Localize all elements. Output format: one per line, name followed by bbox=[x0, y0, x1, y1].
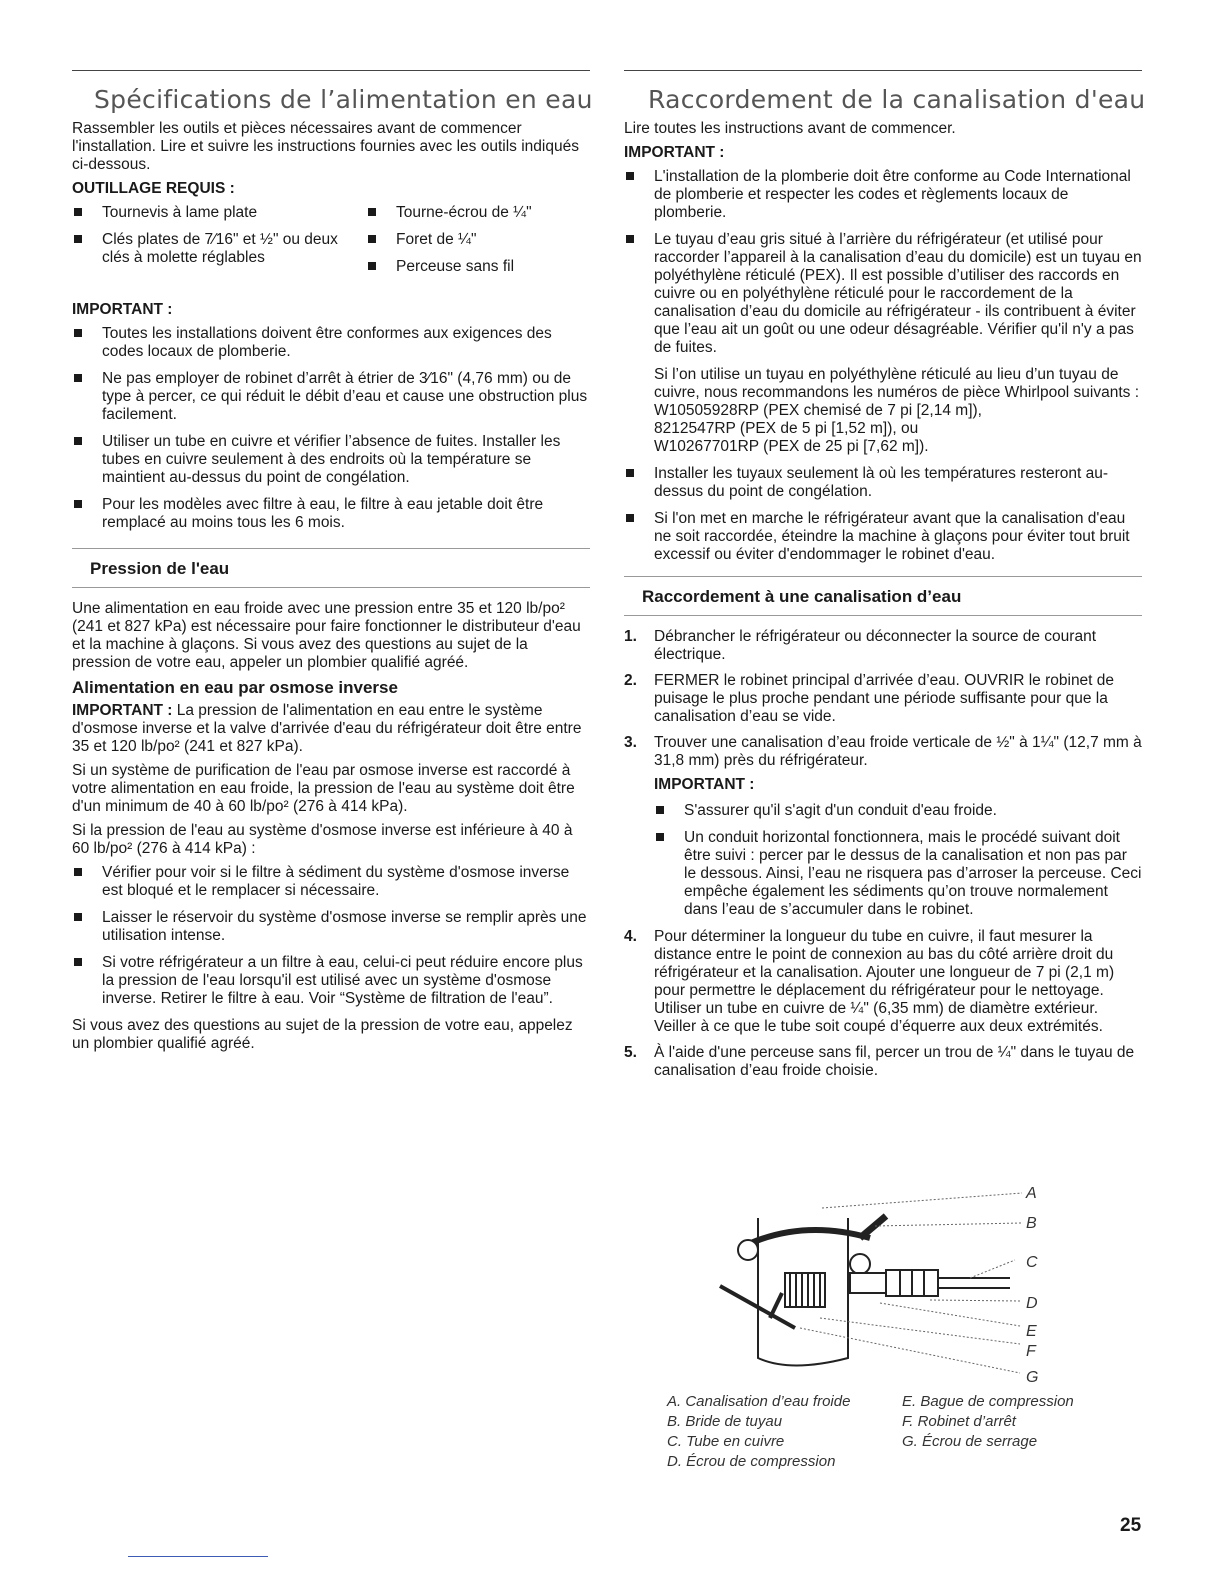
bullet-icon bbox=[626, 172, 634, 180]
list-item: Pour les modèles avec filtre à eau, le filtre à eau jetable doit être remplacé au moins tous les 6 mois. bbox=[72, 496, 590, 532]
bullet-icon bbox=[626, 469, 634, 477]
bullet-icon bbox=[74, 500, 82, 508]
step3-important-list bbox=[654, 802, 1142, 919]
tools-col-1 bbox=[72, 204, 366, 285]
list-item: Tourne-écrou de ¼" bbox=[366, 204, 532, 222]
list-item: S'assurer qu'il s'agit d'un conduit d'eau froide. bbox=[654, 802, 1142, 820]
diagram-label-a: A bbox=[1026, 1185, 1037, 1202]
diagram-label-c: C bbox=[1026, 1254, 1038, 1271]
footer-link-line bbox=[128, 1556, 268, 1557]
right-column bbox=[624, 70, 1146, 1088]
important-list bbox=[624, 168, 1142, 564]
pressure-heading-box bbox=[72, 548, 590, 588]
bullet-icon bbox=[74, 868, 82, 876]
diagram-label-g: G bbox=[1026, 1369, 1039, 1386]
bullet-icon bbox=[74, 208, 82, 216]
list-item: Si votre réfrigérateur a un filtre à eau, celui-ci peut réduire encore plus la pression de l'eau lorsqu'il est utilisé avec un système d'osmose inverse. Retirer le filtre à eau. Voir “Système de filtration de l'eau”. bbox=[72, 954, 590, 1008]
list-item: Clés plates de 7⁄16" et ½" ou deux clés à molette réglables bbox=[72, 231, 366, 267]
pressure-text: Une alimentation en eau froide avec une pression entre 35 et 120 lb/po² (241 et 827 kPa) est nécessaire pour faire fonctionner le distributeur d'eau et la machine à glaçons. Si vous avez des questions au sujet de la pression de votre eau, appeler un plombier qualifié agréé. bbox=[72, 600, 581, 671]
step-item: 2. FERMER le robinet principal d’arrivée d’eau. OUVRIR le robinet de puisage le plus proche pendant une période suffisante pour que la canalisation d’eau se vide. bbox=[624, 672, 1115, 725]
tools-col-2 bbox=[366, 204, 532, 285]
steps-list bbox=[624, 628, 1142, 1080]
ro-paragraph-2: Si un système de purification de l'eau par osmose inverse est raccordé à votre alimentation en eau froide, la pression de l'eau au système doit être d'un minimum de 40 à 60 lb/po² (276 à 414 kPa). bbox=[72, 762, 575, 815]
tools-list bbox=[72, 204, 590, 291]
diagram-caption-col-2: E. Bague de compression F. Robinet d’arrêt G. Écrou de serrage bbox=[902, 1393, 1074, 1450]
intro-text: Rassembler les outils et pièces nécessaires avant de commencer l'installation. Lire et suivre les instructions fournies avec les outils indiqués ci-dessous. bbox=[72, 120, 579, 173]
left-column bbox=[72, 70, 593, 1059]
shutoff-valve-diagram bbox=[700, 1178, 1060, 1388]
list-item: Toutes les installations doivent être conformes aux exigences des codes locaux de plomberie. bbox=[72, 325, 590, 361]
bullet-icon bbox=[74, 437, 82, 445]
diagram-label-b: B bbox=[1026, 1215, 1037, 1232]
bullet-icon bbox=[74, 329, 82, 337]
step-item: 4. Pour déterminer la longueur du tube en cuivre, il faut mesurer la distance entre le point de connexion au bas du côté arrière droit du réfrigérateur et la canalisation. Ajouter une longueur de 7 pi (2,1 m) pour permettre le déplacement du réfrigérateur pour le nettoyage. Utiliser un tube en cuivre de ¼" (6,35 mm) de diamètre extérieur. Veiller à ce que le tube soit coupé d’équerre aux deux extrémités. bbox=[624, 928, 1115, 1035]
bullet-icon bbox=[74, 913, 82, 921]
page-number: 25 bbox=[1120, 1515, 1142, 1536]
step3-important-label: IMPORTANT : bbox=[654, 776, 755, 793]
list-item: L'installation de la plomberie doit être conforme au Code International de plomberie et respecter les codes et règlements locaux de plomberie. bbox=[624, 168, 1142, 222]
diagram-caption-col-1: A. Canalisation d’eau froide B. Bride de tuyau C. Tube en cuivre D. Écrou de compression bbox=[667, 1393, 851, 1470]
bullet-icon bbox=[368, 262, 376, 270]
bullet-icon bbox=[74, 374, 82, 382]
list-item: Le tuyau d’eau gris situé à l’arrière du réfrigérateur (et utilisé pour raccorder l’appareil à la canalisation d’eau du domicile) est un tuyau en polyéthylène réticulé (PEX). Il est possible d’utiliser des raccords en cuivre ou en polyéthylène réticulé pour le raccordement de la canalisation d’eau du domicile au réfrigérateur - ils contribuent à éviter que l’eau ait un goût ou une odeur désagréable. Vérifier qu'il n'y a pas de fuites. Si l’on utilise un tuyau en polyéthylène réticulé au lieu d’un tuyau de cuivre, nous recommandons les numéros de pièce Whirlpool suivants : W10505928RP (PEX chemisé de 7 pi [2,14 m]), 8212547RP (PEX de 5 pi [1,52 m]), ou W10267701RP (PEX de 25 pi [7,62 m]). bbox=[624, 231, 1142, 456]
bullet-icon bbox=[74, 958, 82, 966]
important-label: IMPORTANT : bbox=[624, 144, 725, 161]
section-title-water-line: Raccordement de la canalisation d'eau bbox=[648, 85, 1146, 114]
tools-label: OUTILLAGE REQUIS : bbox=[72, 180, 235, 197]
list-item: Si l'on met en marche le réfrigérateur avant que la canalisation d'eau ne soit raccordée, éteindre la machine à glaçons pour éviter tout bruit excessif ou éviter d'endommager le robinet d'eau. bbox=[624, 510, 1142, 564]
bullet-icon bbox=[368, 208, 376, 216]
list-item: Installer les tuyaux seulement là où les températures resteront au-dessus du point de congélation. bbox=[624, 465, 1142, 501]
bullet-icon bbox=[368, 235, 376, 243]
bullet-icon bbox=[626, 514, 634, 522]
ro-paragraph-3: Si la pression de l'eau au système d'osmose inverse est inférieure à 40 à 60 lb/po² (276 à 414 kPa) : bbox=[72, 822, 573, 857]
connect-heading: Raccordement à une canalisation d’eau bbox=[642, 587, 962, 606]
connect-heading-box bbox=[624, 576, 1142, 616]
step-item: 1. Débrancher le réfrigérateur ou déconnecter la source de courant électrique. bbox=[624, 628, 1097, 663]
section-title-water-supply: Spécifications de l’alimentation en eau bbox=[94, 85, 593, 114]
step-item: 5. À l'aide d'une perceuse sans fil, percer un trou de ¼" dans le tuyau de canalisation d’eau froide choisie. bbox=[624, 1044, 1135, 1079]
bullet-icon bbox=[74, 235, 82, 243]
important-list bbox=[72, 325, 590, 532]
list-item: Utiliser un tube en cuivre et vérifier l’absence de fuites. Installer les tubes en cuivre seulement à des endroits où la température se maintient au-dessus du point de congélation. bbox=[72, 433, 590, 487]
bullet-icon bbox=[656, 833, 664, 841]
top-rule bbox=[624, 70, 1142, 71]
important-label: IMPORTANT : bbox=[72, 301, 173, 318]
ro-heading: Alimentation en eau par osmose inverse bbox=[72, 678, 398, 697]
ro-paragraph-4: Si vous avez des questions au sujet de la pression de votre eau, appelez un plombier qualifié agréé. bbox=[72, 1017, 573, 1052]
bullet-icon bbox=[626, 235, 634, 243]
diagram-label-e: E bbox=[1026, 1323, 1037, 1340]
step-item: 3. Trouver une canalisation d’eau froide verticale de ½" à 1¼" (12,7 mm à 31,8 mm) près du réfrigérateur. IMPORTANT : S'assurer qu'il s'agit d'un conduit d'eau froide. Un conduit horizontal fonctionnera, mais le procédé suivant doit être suivi : percer par le dessus de la canalisation et non pas par le dessous. Ainsi, l’eau ne risquera pas d’arroser la perceuse. Ceci empêche également les sédiments qu’on trouve normalement dans l’eau de s’accumuler dans le robinet. bbox=[624, 734, 1142, 918]
list-item: Un conduit horizontal fonctionnera, mais le procédé suivant doit être suivi : percer par le dessus de la canalisation et non pas par le dessous. Ainsi, l’eau ne risquera pas d’arroser la perceuse. Ceci empêche également les sédiments qu’on trouve normalement dans l’eau de s’accumuler dans le robinet. bbox=[654, 829, 1142, 919]
diagram-label-d: D bbox=[1026, 1295, 1038, 1312]
list-item: Foret de ¼" bbox=[366, 231, 532, 249]
list-item: Ne pas employer de robinet d’arrêt à étrier de 3⁄16" (4,76 mm) ou de type à percer, ce qui réduit le débit d’eau et cause une obstruction plus facilement. bbox=[72, 370, 590, 424]
ro-list bbox=[72, 864, 590, 1008]
pex-part-numbers: Si l’on utilise un tuyau en polyéthylène réticulé au lieu d’un tuyau de cuivre, nous recommandons les numéros de pièce Whirlpool suivants : W10505928RP (PEX chemisé de 7 pi [2,14 m]), 8212547RP (PEX de 5 pi [1,52 m]), ou W10267701RP (PEX de 25 pi [7,62 m]). bbox=[654, 366, 1140, 455]
list-item: Perceuse sans fil bbox=[366, 258, 532, 276]
list-item: Vérifier pour voir si le filtre à sédiment du système d'osmose inverse est bloqué et le remplacer si nécessaire. bbox=[72, 864, 590, 900]
bullet-icon bbox=[656, 806, 664, 814]
diagram-label-f: F bbox=[1026, 1343, 1036, 1360]
intro-text: Lire toutes les instructions avant de commencer. bbox=[624, 120, 956, 137]
pressure-heading: Pression de l'eau bbox=[90, 559, 230, 578]
ro-important-text: IMPORTANT : La pression de l'alimentation en eau entre le système d'osmose inverse et la valve d'arrivée d'eau du réfrigérateur doit être entre 35 et 120 lb/po² (241 et 827 kPa). bbox=[72, 702, 582, 755]
top-rule bbox=[72, 70, 590, 71]
list-item: Tournevis à lame plate bbox=[72, 204, 366, 222]
list-item: Laisser le réservoir du système d'osmose inverse se remplir après une utilisation intense. bbox=[72, 909, 590, 945]
